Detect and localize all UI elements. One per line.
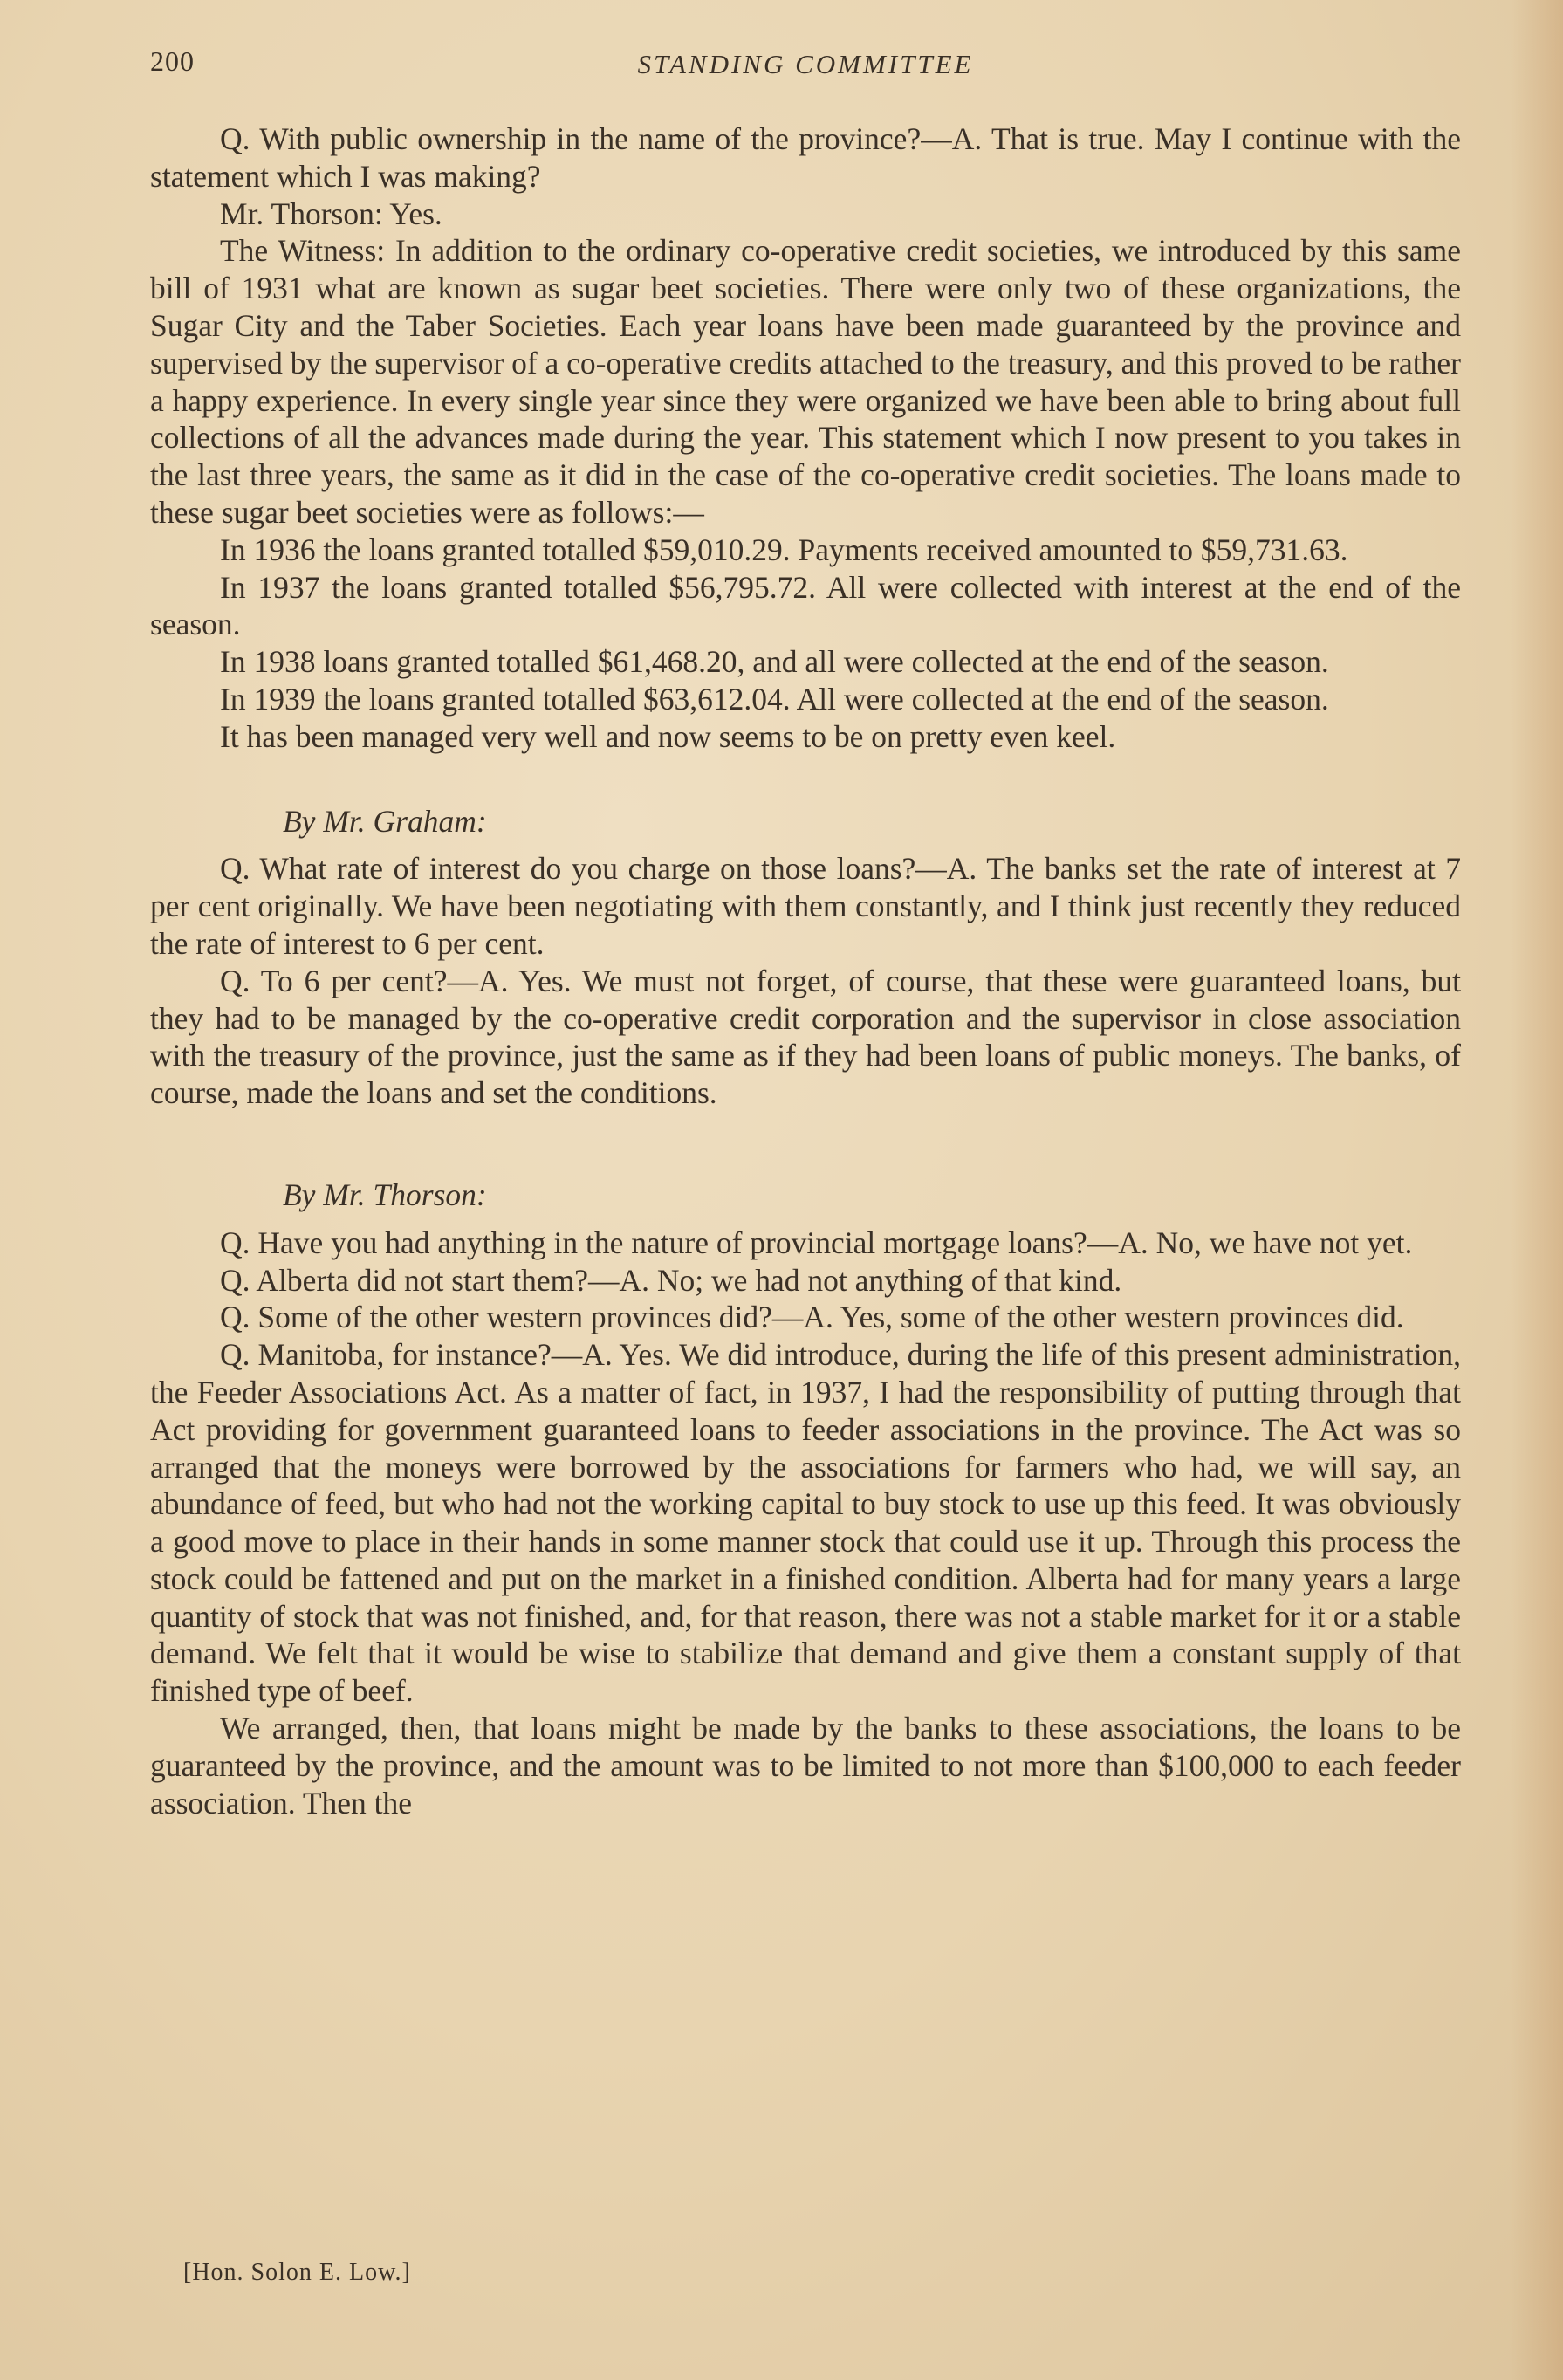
body-text — [150, 120, 1461, 1821]
paragraph: We arranged, then, that loans might be made by the banks to these associations, the loans to be guaranteed by the province, and the amount was to be limited to not more than $100,000 to each feeder association. Then the — [150, 1711, 1461, 1821]
paragraph: It has been managed very well and now seems to be on pretty even keel. — [220, 718, 1116, 754]
speaker-heading: By Mr. Thorson: — [283, 1176, 487, 1212]
paragraph: In 1936 the loans granted totalled $59,010.29. Payments received amounted to $59,731.63. — [220, 532, 1348, 567]
paragraph: In 1938 loans granted totalled $61,468.20, and all were collected at the end of the season. — [220, 644, 1329, 680]
paragraph: Q. With public ownership in the name of the province?—A. That is true. May I continue with the statement which I was making? — [150, 121, 1461, 194]
page-header — [150, 45, 1461, 89]
paragraph: Q. To 6 per cent?—A. Yes. We must not forget, of course, that these were guaranteed loans, but they had to be managed by the co-operative credit corporation and the supervisor in close association with the treasury of the province, just the same as if they had been loans of public moneys. The banks, of course, made the loans and set the conditions. — [150, 963, 1461, 1111]
running-head: STANDING COMMITTEE — [637, 49, 974, 79]
paragraph: Q. Some of the other western provinces did?—A. Yes, some of the other western provinces did. — [220, 1300, 1404, 1335]
page-number: 200 — [150, 45, 195, 77]
paragraph: Q. What rate of interest do you charge on those loans?—A. The banks set the rate of interest at 7 per cent originally. We have been negotiating with them constantly, and I think just recently they reduced the rate of interest to 6 per cent. — [150, 851, 1461, 961]
paragraph: Q. Manitoba, for instance?—A. Yes. We did introduce, during the life of this present administration, the Feeder Associations Act. As a matter of fact, in 1937, I had the responsibility of putting through that Act providing for government guaranteed loans to feeder associations in the province. The Act was so arranged that the moneys were borrowed by the associations for farmers who had, we will say, an abundance of feed, but who had not the working capital to buy stock to use up this feed. It was obviously a good move to place in their hands in some manner stock that could use it up. Through this process the stock could be fattened and put on the market in a finished condition. Alberta had for many years a large quantity of stock that was not finished, and, for that reason, there was not a stable market for it or a stable demand. We felt that it would be wise to stabilize that demand and give them a constant supply of that finished type of beef. — [150, 1337, 1461, 1709]
speaker-heading: By Mr. Graham: — [283, 803, 487, 839]
paragraph: In 1939 the loans granted totalled $63,612.04. All were collected at the end of the season. — [220, 681, 1329, 717]
paragraph: Q. Alberta did not start them?—A. No; we had not anything of that kind. — [220, 1262, 1122, 1298]
page-edge-shading — [1511, 0, 1563, 2380]
paragraph: Q. Have you had anything in the nature of provincial mortgage loans?—A. No, we have not yet. — [220, 1224, 1413, 1260]
paragraph: In 1937 the loans granted totalled $56,795.72. All were collected with interest at the end of the season. — [150, 569, 1461, 642]
footer-attribution: [Hon. Solon E. Low.] — [183, 2259, 411, 2286]
paragraph: The Witness: In addition to the ordinary co-operative credit societies, we introduced by this same bill of 1931 what are known as sugar beet societies. There were only two of these organizations, the Sugar City and the Taber Societies. Each year loans have been made guaranteed by the province and supervised by the supervisor of a co-operative credits attached to the treasury, and this proved to be rather a happy experience. In every single year since they were organized we have been able to bring about full collections of all the advances made during the year. This statement which I now present to you takes in the last three years, the same as it did in the case of the co-operative credit societies. The loans made to these sugar beet societies were as follows:— — [150, 233, 1461, 530]
paragraph: Mr. Thorson: Yes. — [220, 195, 442, 231]
